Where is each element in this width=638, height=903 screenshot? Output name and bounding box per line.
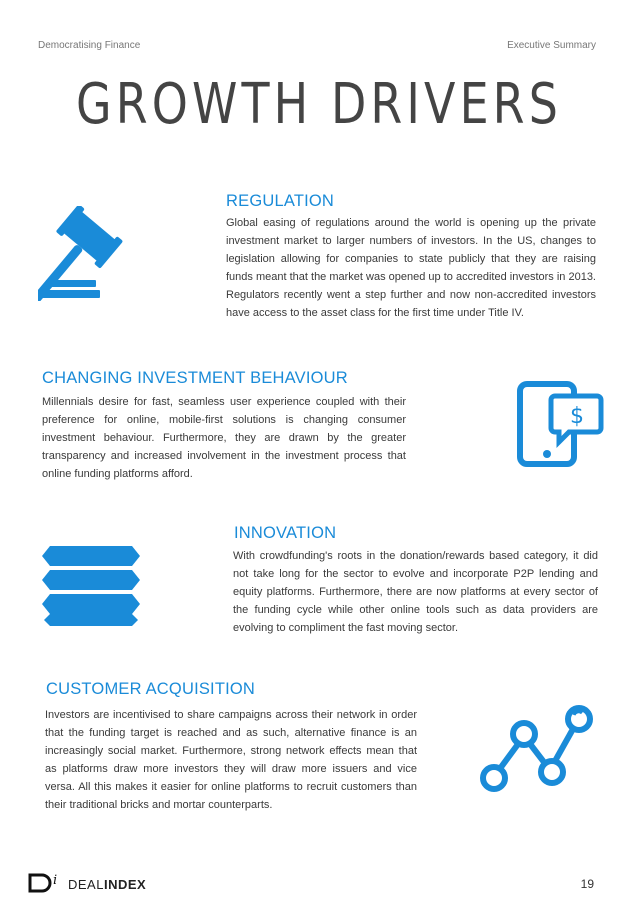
section-body-innovation: With crowdfunding's roots in the donation/rewards based category, it did not take long for the sector to evolve and incorporate P2P lending and equity platforms. Furthermore, there are now platforms at every sector of the funding cycle while other online tools such as data providers are evolving to compliment the fast moving sector.: [233, 550, 598, 635]
layers-icon: [36, 540, 146, 630]
page-title: GROWTH DRIVERS: [76, 72, 562, 137]
section-title-regulation: REGULATION: [226, 192, 335, 210]
dealindex-logo-icon: [28, 872, 64, 894]
section-title-innovation: INNOVATION: [234, 524, 337, 542]
brand-name: [68, 877, 146, 892]
brand-name-light: DEAL: [68, 877, 104, 892]
header-document-title: Democratising Finance: [38, 40, 141, 51]
section-title-investment-behaviour: CHANGING INVESTMENT BEHAVIOUR: [42, 369, 348, 387]
svg-text:$: $: [570, 404, 584, 429]
section-body-investment-behaviour: Millennials desire for fast, seamless user experience coupled with their preference for online, mobile-first solutions is changing consumer investment behaviour. Furthermore, they are drawn by the greater transparency and increased involvement in the investment process that online funding platforms afford.: [42, 396, 406, 481]
brand-name-bold: INDEX: [103, 877, 147, 892]
section-body-regulation: Global easing of regulations around the world is opening up the private investment market to larger numbers of investors. In the US, changes to legislation allowing for companies to state publicly that they are raising funds meant that the market was opened up to accredited investors in 2013. Regulators recently went a step further and now non-accredited investors have access to the asset class for the first time under Title IV.: [226, 217, 596, 320]
page-number: 19: [580, 877, 594, 891]
section-body-customer-acquisition: Investors are incentivised to share campaigns across their network in order that the funding target is reached and as such, alternative finance is an increasingly social market. Furthermore, strong network effects mean that as platforms draw more investors they will draw more issuers and vice versa. All this makes it easier for online platforms to recruit customers than their traditional bricks and mortar counterparts.: [45, 709, 417, 812]
gavel-icon: [38, 206, 163, 301]
tablet-dollar-icon: [515, 378, 605, 470]
svg-text:i: i: [53, 873, 58, 888]
network-graph-icon: [478, 702, 603, 797]
header-section-name: Executive Summary: [507, 40, 596, 51]
section-title-customer-acquisition: CUSTOMER ACQUISITION: [46, 680, 256, 698]
